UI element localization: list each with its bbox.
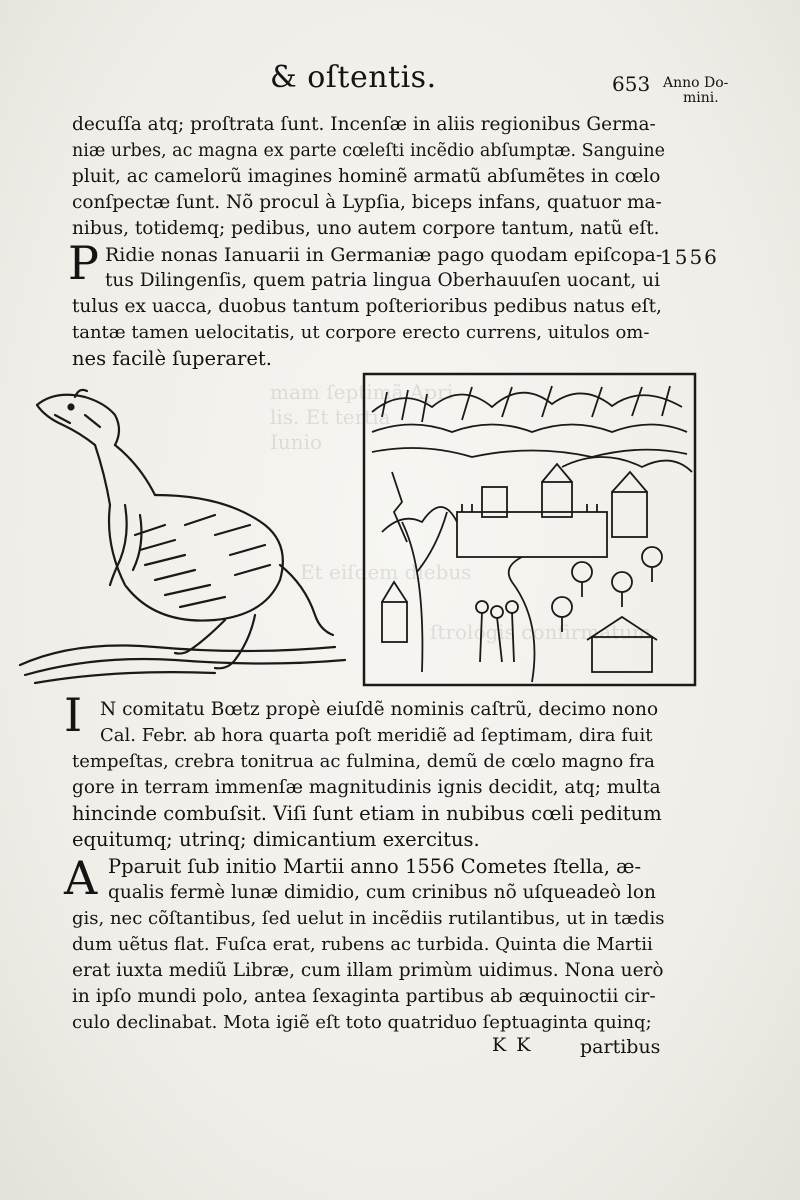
bleed-through-text: lis. Et tertia [270, 405, 391, 429]
text-line: N comitatu Bœtz propè eiuſdẽ nominis caſtrũ, decimo nono [100, 699, 659, 720]
text-line: erat iuxta mediũ Libræ, cum illam primùm uidimus. Nona uerò [72, 960, 664, 981]
text-line: dum uẽtus flat. Fuſca erat, rubens ac turbida. Quinta die Martii [72, 934, 653, 955]
drop-cap: A [64, 851, 98, 905]
page-title: & oſtentis. [270, 60, 437, 95]
text-line: tus Dilingenſis, quem patria lingua Oberhauuſen uocant, ui [105, 270, 661, 291]
text-line: niæ urbes, ac magna ex parte cœleſti incẽdio abſumptæ. Sanguine [72, 141, 666, 161]
catchword: partibus [580, 1036, 661, 1058]
text-line: nes facilè ſuperaret. [72, 347, 272, 370]
woodcut-storm-town-illustration [362, 372, 697, 687]
text-line: pluit, ac camelorũ imagines hominẽ armatũ abſumẽtes in cœlo [72, 166, 661, 187]
text-line: gore in terram immenſæ magnitudinis ignis decidit, atq; multa [72, 777, 661, 798]
running-note-line: Anno Do- [663, 75, 729, 91]
text-line: Cal. Febr. ab hora quarta poſt meridiẽ ad ſeptimam, dira fuit [100, 725, 653, 746]
text-line: Pparuit ſub initio Martii anno 1556 Cometes ſtella, æ- [108, 855, 642, 878]
text-line: hincinde combuſsit. Viſi ſunt etiam in nubibus cœli peditum [72, 802, 662, 825]
text-line: in ipſo mundi polo, antea ſexaginta partibus ab æquinoctii cir- [72, 986, 656, 1007]
drop-cap: I [64, 688, 83, 742]
text-line: nibus, totidemq; pedibus, uno autem corpore tantum, natũ eſt. [72, 218, 660, 239]
text-line: equitumq; utrinq; dimicantium exercitus. [72, 828, 480, 851]
text-line: conſpectæ ſunt. Nõ procul à Lypſia, biceps infans, quatuor ma- [72, 192, 662, 213]
bleed-through-text: mam ſeptimã Apri [270, 380, 454, 404]
text-line: gis, nec cõſtantibus, ſed uelut in incẽdiis rutilantibus, ut in tædis [72, 908, 665, 929]
bleed-through-text: Et eiſdem diebus [300, 560, 472, 584]
drop-cap: P [68, 236, 99, 290]
running-note [663, 76, 728, 106]
page-number: 653 [612, 72, 651, 96]
text-line: qualis fermè lunæ dimidio, cum crinibus nõ uſqueadeò lon [108, 882, 656, 903]
bleed-through-text: ſtrologis confirmatum [430, 620, 652, 644]
bleed-through-text: Iunio [270, 430, 323, 454]
text-line: tantæ tamen uelocitatis, ut corpore erecto currens, uitulos om- [72, 322, 650, 343]
running-note-line: mini. [683, 90, 719, 106]
text-line: culo declinabat. Mota igiẽ eſt toto quatriduo ſeptuaginta quinq; [72, 1012, 652, 1033]
text-line: Ridie nonas Ianuarii in Germaniæ pago quodam epiſcopa- [105, 244, 663, 266]
signature-mark: K K [492, 1034, 533, 1056]
text-line: decuſſa atq; proſtrata ſunt. Incenſæ in aliis regionibus Germa- [72, 114, 656, 135]
text-line: tulus ex uacca, duobus tantum poſterioribus pedibus natus eſt, [72, 296, 662, 317]
margin-year: 1556 [660, 245, 719, 269]
woodcut-calf-illustration [15, 385, 350, 690]
text-line: tempeſtas, crebra tonitrua ac fulmina, demũ de cœlo magno fra [72, 751, 655, 772]
